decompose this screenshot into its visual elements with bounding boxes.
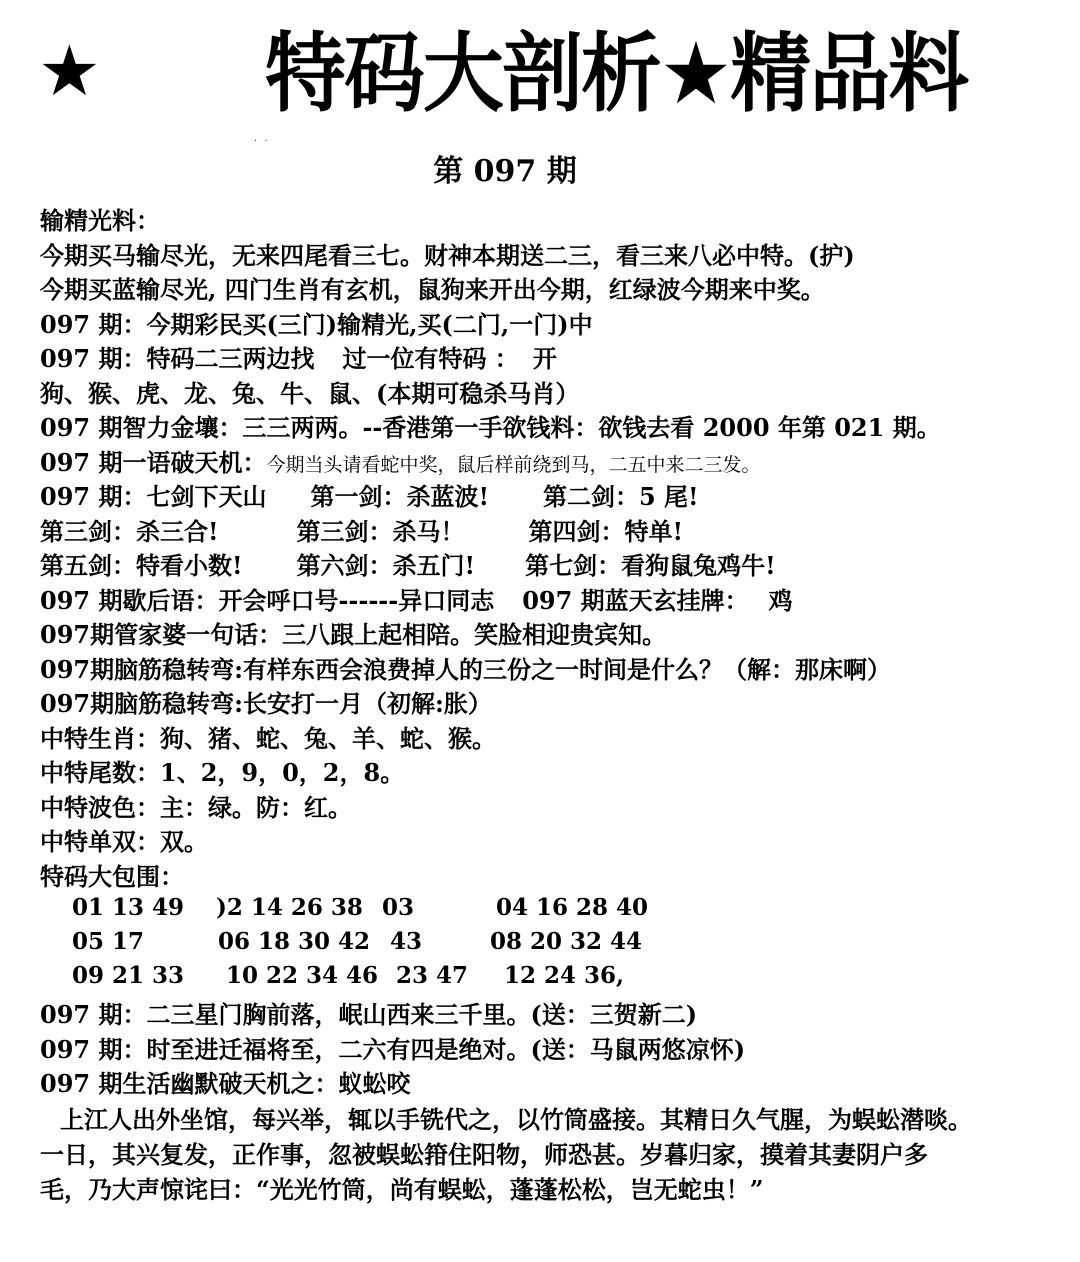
code-cell: )2 14 26 38 xyxy=(216,894,363,921)
text-line: 097 期生活幽默破天机之：蚁蚣咬 xyxy=(40,1069,411,1098)
story-paragraph xyxy=(40,1102,1060,1207)
text-line xyxy=(40,549,1060,584)
text-line: 097 期：今期彩民买(三门)输精光,买(二门,一门)中 xyxy=(40,309,593,339)
code-cell: 03 xyxy=(382,894,415,921)
text-line: 097 期：二三星门胸前落，岷山西来三千里。(送：三贺新二) xyxy=(40,1000,698,1029)
text-line: 中特尾数：1、2，9，0，2，8。 xyxy=(40,758,405,787)
text-line: 中特波色：主：绿。防：红。 xyxy=(40,792,352,822)
text-line: 今期买马输尽光，无来四尾看三七。财神本期送二三，看三来八必中特。(护) xyxy=(40,240,855,270)
text-line xyxy=(40,342,1060,377)
text-segment: 第七剑：看狗鼠兔鸡牛! xyxy=(525,551,776,580)
text-segment: 第二剑：5 尾! xyxy=(543,482,699,511)
text-segment: 第四剑：特单! xyxy=(528,516,684,546)
text-line xyxy=(40,584,1060,619)
code-cell: 04 16 28 40 xyxy=(496,894,649,921)
story-line: 上江人出外坐馆，每兴举，辄以手铣代之，以竹筒盛接。其精日久气腥，为蜈蚣潜啖。 xyxy=(60,1104,972,1134)
text-line: 097期管家婆一句话：三八跟上起相陪。笑脸相迎贵宾知。 xyxy=(40,620,667,649)
story-line: 毛，乃大声惊诧曰：“光光竹筒，尚有蜈蚣，蓬蓬松松，岂无蛇虫！” xyxy=(40,1174,764,1204)
text-line: 中特生肖：狗、猪、蛇、兔、羊、蛇、猴。 xyxy=(40,723,496,753)
text-line: 097期脑筋稳转弯:有样东西会浪费掉人的三份之一时间是什么？（解：那床啊） xyxy=(40,654,891,684)
text-segment: 第六剑：杀五门! xyxy=(296,551,476,580)
text-line xyxy=(40,446,1060,481)
text-segment: 097 期：特码二三两边找 xyxy=(40,344,315,373)
text-line: 中特单双：双。 xyxy=(40,827,208,856)
text-line: 097期脑筋稳转弯:长安打一月（初解:胀） xyxy=(40,689,492,718)
text-segment: 第一剑：杀蓝波! xyxy=(310,482,489,511)
code-cell: 10 22 34 46 xyxy=(226,962,379,989)
text-line xyxy=(40,515,1060,550)
section-label: 输精光料： xyxy=(40,206,160,235)
code-cell: 09 21 33 xyxy=(72,962,185,989)
code-cell: 12 24 36, xyxy=(504,962,625,989)
code-cell: 08 20 32 44 xyxy=(490,928,643,955)
code-grid xyxy=(40,894,1060,998)
text-segment: 鸡 xyxy=(768,585,793,615)
text-line: 今期买蓝输尽光, 四门生肖有玄机，鼠狗来开出今期，红绿波今期来中奖。 xyxy=(40,275,825,304)
text-line: 狗、猴、虎、龙、兔、牛、鼠、(本期可稳杀马肖） xyxy=(40,378,580,408)
text-segment: 开 xyxy=(532,344,557,373)
text-segment: 第三剑：杀三合! xyxy=(40,516,219,546)
main-title: 特码大剖析★精品料 xyxy=(265,24,968,124)
text-segment: 097 期一语破天机： xyxy=(40,447,267,477)
star-icon: ★ xyxy=(38,30,101,112)
text-line: 097 期：时至进迁福将至，二六有四是绝对。(送：马鼠两悠凉怀) xyxy=(40,1034,746,1064)
text-line xyxy=(40,480,1060,515)
code-cell: 43 xyxy=(390,928,423,955)
section-label: 特码大包围： xyxy=(40,861,184,891)
text-segment: 过一位有特码 ： xyxy=(342,344,519,373)
text-segment: 第三剑：杀马！ xyxy=(296,516,465,546)
issue-number: 第 097 期 xyxy=(433,154,577,189)
decorative-dots: · · xyxy=(254,136,270,147)
text-segment: 097 期歇后语：开会呼口号------异口同志 xyxy=(40,585,495,615)
text-segment: 第五剑：特看小数! xyxy=(40,551,243,580)
code-cell: 06 18 30 42 xyxy=(218,928,371,955)
code-cell: 23 47 xyxy=(396,962,469,989)
text-segment: 今期当头请看蛇中奖，鼠后样前绕到马，二五中来二三发。 xyxy=(266,453,761,476)
code-cell: 01 13 49 xyxy=(72,894,185,921)
text-segment: 097 期：七剑下天山 xyxy=(40,482,267,511)
code-cell: 05 17 xyxy=(72,928,145,955)
text-line: 097 期智力金壤：三三两两。--香港第一手欲钱料：欲钱去看 2000 年第 021 期。 xyxy=(40,413,941,442)
text-segment: 097 期蓝天玄挂牌： xyxy=(522,585,749,615)
story-line: 一日，其兴复发，正作事，忽被蜈蚣箝住阳物，师恐甚。岁暮归家，摸着其妻阴户多 xyxy=(40,1139,928,1169)
content xyxy=(40,204,1060,1207)
header xyxy=(0,0,1080,147)
